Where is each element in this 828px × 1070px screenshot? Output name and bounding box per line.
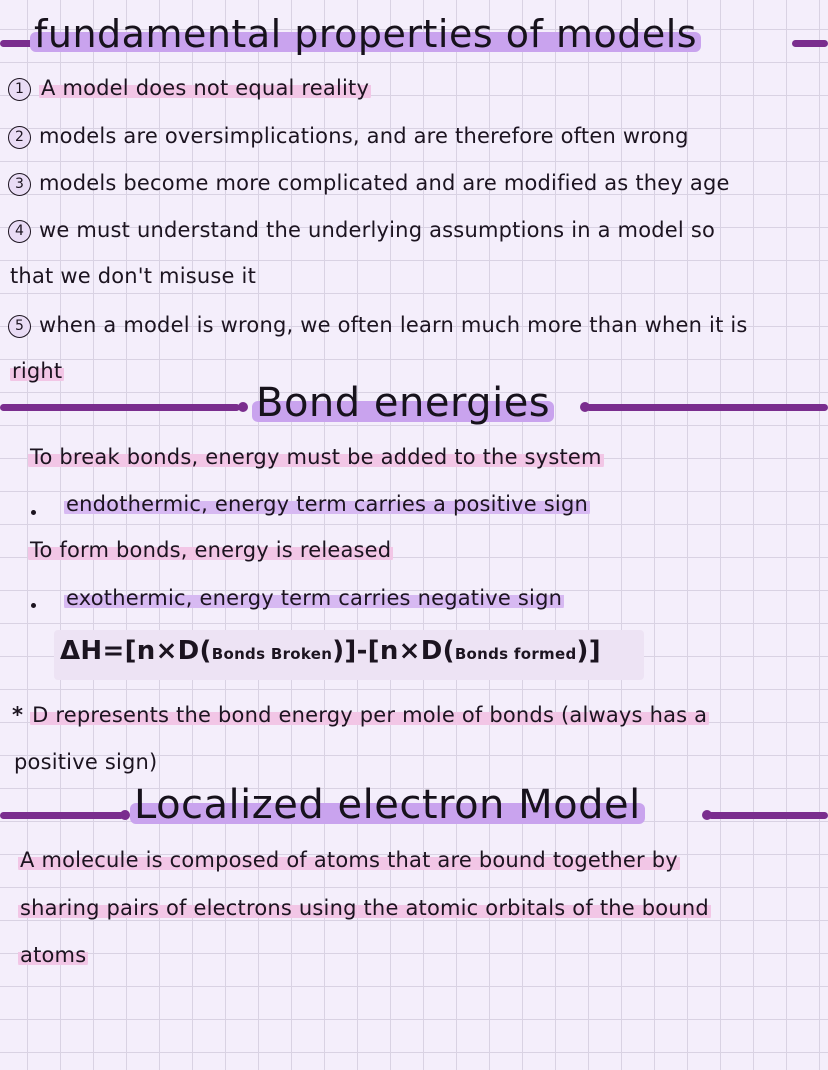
circled-number: 5 (8, 315, 31, 338)
list-item (8, 313, 748, 338)
formula-minus: - (356, 636, 368, 666)
formula-bracket: [n×D( (367, 636, 455, 666)
list-item (8, 76, 371, 101)
circled-number: 4 (8, 220, 31, 243)
list-item (8, 171, 730, 196)
heading-rule-dot (238, 402, 248, 412)
formula-bracket: [n×D( (124, 636, 212, 666)
text-line (18, 896, 711, 920)
formula-lhs: ΔH= (60, 636, 125, 666)
heading-rule-left (0, 404, 240, 411)
list-item (8, 124, 689, 149)
note-star: * (12, 703, 24, 727)
circled-number: 2 (8, 126, 31, 149)
heading-rule-right (708, 812, 828, 819)
list-item (8, 218, 715, 243)
line-text: A molecule is composed of atoms that are bound together by (20, 848, 678, 872)
item-text: when a model is wrong, we often learn much more than when it is (39, 313, 748, 337)
enthalpy-formula (60, 636, 601, 666)
text-line (28, 445, 604, 469)
line-text: To break bonds, energy must be added to the system (30, 445, 602, 469)
list-item-continuation: that we don't misuse it (10, 264, 257, 288)
section3-title: Localized electron Model (134, 782, 641, 828)
note-line-continuation: positive sign) (14, 750, 158, 774)
heading-rule-left (0, 40, 34, 47)
item-text: we must understand the underlying assumptions in a model so (39, 218, 716, 242)
list-item-continuation (10, 359, 64, 383)
item-text: models are oversimplications, and are therefore often wrong (39, 124, 689, 148)
note-text: D represents the bond energy per mole of bonds (always has a (32, 703, 708, 727)
text-line (18, 848, 680, 872)
text-line (28, 538, 393, 562)
line-text: endothermic, energy term carries a positive sign (66, 492, 589, 516)
item-text: A model does not equal reality (41, 76, 370, 100)
heading-rule-left (0, 812, 124, 819)
bullet-dot (31, 510, 36, 515)
section2-title: Bond energies (256, 380, 550, 426)
formula-label: Bonds formed (454, 645, 577, 663)
line-text: atoms (20, 943, 87, 967)
circled-number: 1 (8, 78, 31, 101)
bullet-dot (31, 603, 36, 608)
line-text: To form bonds, energy is released (30, 538, 392, 562)
item-text: models become more complicated and are modified as they age (39, 171, 730, 195)
formula-bracket: )] (576, 636, 601, 666)
text-line (64, 586, 564, 610)
line-text: exothermic, energy term carries negative sign (66, 586, 563, 610)
heading-rule-right (792, 40, 828, 47)
text-line (18, 943, 88, 967)
circled-number: 3 (8, 173, 31, 196)
formula-bracket: )] (332, 636, 357, 666)
heading-rule-dot (120, 810, 130, 820)
heading-rule-right (586, 404, 828, 411)
note-line (12, 703, 709, 727)
text-line (64, 492, 590, 516)
formula-label: Bonds Broken (211, 645, 333, 663)
item-text: right (12, 359, 63, 383)
section1-title: fundamental properties of models (34, 12, 697, 56)
line-text: sharing pairs of electrons using the atomic orbitals of the bound (20, 896, 709, 920)
